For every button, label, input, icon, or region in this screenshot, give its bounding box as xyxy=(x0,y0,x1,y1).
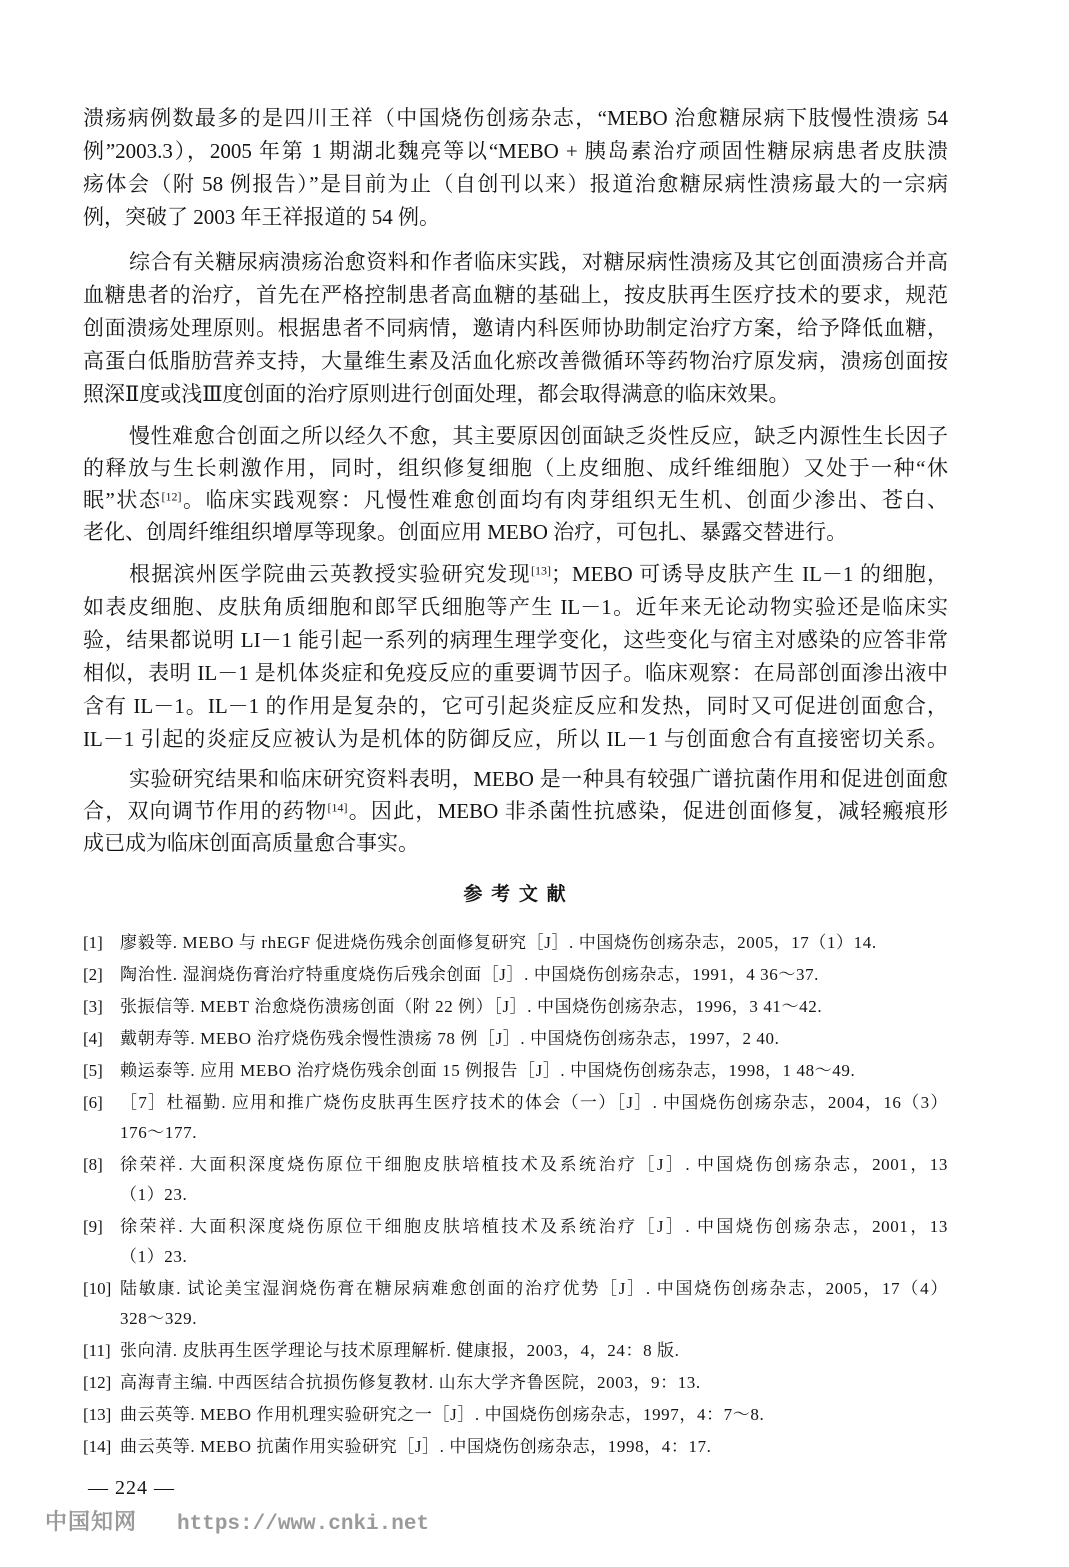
body-line: 含有 IL－1。IL－1 的作用是复杂的，它可引起炎症反应和发热，同时又可促进创面愈合， xyxy=(83,694,948,718)
body-line: 例，突破了 2003 年王祥报道的 54 例。 xyxy=(83,205,440,229)
reference-text: 陆敏康. 试论美宝湿润烧伤膏在糖尿病难愈创面的治疗优势［J］. 中国烧伤创疡杂志，2005，17（4） xyxy=(120,1279,948,1298)
body-line: 成已成为临床创面高质量愈合事实。 xyxy=(83,831,419,855)
reference-text: 赖运泰等. 应用 MEBO 治疗烧伤残余创面 15 例报告［J］. 中国烧伤创疡杂志，1998，1 48～49. xyxy=(120,1061,856,1080)
reference-text: 328～329. xyxy=(120,1309,198,1328)
text-segment: 眠”状态 xyxy=(83,488,162,512)
reference-item xyxy=(83,928,948,958)
reference-text: 徐荣祥. 大面积深度烧伤原位干细胞皮肤培植技术及系统治疗［J］. 中国烧伤创疡杂志，2001，13 xyxy=(120,1155,948,1174)
body-line: 综合有关糖尿病溃疡治愈资料和作者临床实践，对糖尿病性溃疡及其它创面溃疡合并高 xyxy=(129,250,948,274)
references-list xyxy=(83,928,948,1464)
reference-item xyxy=(83,1056,948,1086)
reference-text: 戴朝寿等. MEBO 治疗烧伤残余慢性溃疡 78 例［J］. 中国烧伤创疡杂志，1997，2 40. xyxy=(120,1029,780,1048)
body-line: 慢性难愈合创面之所以经久不愈，其主要原因创面缺乏炎性反应，缺乏内源性生长因子 xyxy=(129,424,948,448)
body-line: 溃疡病例数最多的是四川王祥（中国烧伤创疡杂志，“MEBO 治愈糖尿病下肢慢性溃疡 54 xyxy=(83,106,948,130)
body-paragraph xyxy=(83,102,948,234)
body-line: 如表皮细胞、皮肤角质细胞和郎罕氏细胞等产生 IL－1。近年来无论动物实验还是临床实 xyxy=(83,595,948,619)
reference-text: 曲云英等. MEBO 作用机理实验研究之一［J］. 中国烧伤创疡杂志，1997，4：7～8. xyxy=(120,1405,765,1424)
body-line: 高蛋白低脂肪营养支持，大量维生素及活血化瘀改善微循环等药物治疗原发病，溃疡创面按 xyxy=(83,349,948,373)
body-paragraph xyxy=(83,558,948,756)
reference-item xyxy=(83,1400,948,1430)
reference-text: 高海青主编. 中西医结合抗损伤修复教材. 山东大学齐鲁医院，2003，9：13. xyxy=(120,1373,701,1392)
text-segment: 。因此，MEBO 非杀菌性抗感染，促进创面修复，减轻瘢痕形 xyxy=(347,799,948,823)
body-line xyxy=(83,795,948,827)
reference-text: 张振信等. MEBT 治愈烧伤溃疡创面（附 22 例）［J］. 中国烧伤创疡杂志，1996，3 41～42. xyxy=(120,997,823,1016)
reference-number: [3] xyxy=(83,997,103,1016)
references-heading: 参 考 文 献 xyxy=(463,884,568,905)
body-paragraph xyxy=(83,420,948,548)
body-paragraph xyxy=(83,246,948,411)
body-line: 老化、创周纤维组织增厚等现象。创面应用 MEBO 治疗，可包扎、暴露交替进行。 xyxy=(83,520,848,544)
body-line: 实验研究结果和临床研究资料表明，MEBO 是一种具有较强广谱抗菌作用和促进创面愈 xyxy=(129,767,948,791)
body-line xyxy=(83,484,948,516)
body-paragraph xyxy=(83,763,948,859)
body-line: 例”2003.3），2005 年第 1 期湖北魏亮等以“MEBO + 胰岛素治疗顽固性糖尿病患者皮肤溃 xyxy=(83,139,948,163)
text-segment: 。临床实践观察：凡慢性难愈创面均有肉芽组织无生机、创面少渗出、苍白、 xyxy=(181,488,948,512)
citation-marker: [12] xyxy=(161,489,182,504)
watermark-url: https://www.cnki.net xyxy=(177,1513,430,1536)
body-line: 疡体会（附 58 例报告）”是目前为止（自创刊以来）报道治愈糖尿病性溃疡最大的一宗病 xyxy=(83,172,948,196)
watermark-brand: 中国知网 xyxy=(45,1510,138,1535)
reference-number: [9] xyxy=(83,1217,103,1236)
citation-marker: [13] xyxy=(530,563,551,578)
reference-item xyxy=(83,960,948,990)
text-segment: ；MEBO 可诱导皮肤产生 IL－1 的细胞， xyxy=(550,562,948,586)
citation-marker: [14] xyxy=(327,800,348,815)
body-line: 血糖患者的治疗，首先在严格控制患者高血糖的基础上，按皮肤再生医疗技术的要求，规范 xyxy=(83,283,948,307)
reference-number: [5] xyxy=(83,1061,103,1080)
reference-number: [2] xyxy=(83,965,103,984)
reference-number: [11] xyxy=(83,1341,111,1360)
reference-item xyxy=(83,1274,948,1334)
text-segment: 根据滨州医学院曲云英教授实验研究发现 xyxy=(129,562,531,586)
body-line: 照深Ⅱ度或浅Ⅲ度创面的治疗原则进行创面处理，都会取得满意的临床效果。 xyxy=(83,382,790,406)
reference-item xyxy=(83,1212,948,1272)
reference-text: 176～177. xyxy=(120,1123,198,1142)
reference-item xyxy=(83,1024,948,1054)
reference-number: [12] xyxy=(83,1373,112,1392)
reference-item xyxy=(83,1368,948,1398)
reference-text: 陶治性. 湿润烧伤膏治疗特重度烧伤后残余创面［J］. 中国烧伤创疡杂志，1991，4 36～37. xyxy=(120,965,820,984)
reference-number: [14] xyxy=(83,1437,112,1456)
watermark xyxy=(45,1506,429,1540)
reference-text: 曲云英等. MEBO 抗菌作用实验研究［J］. 中国烧伤创疡杂志，1998，4：17. xyxy=(120,1437,712,1456)
body-line: 的释放与生长刺激作用，同时，组织修复细胞（上皮细胞、成纤维细胞）又处于一种“休 xyxy=(83,456,948,480)
text-segment: 合，双向调节作用的药物 xyxy=(83,799,328,823)
body-line xyxy=(83,558,948,591)
page-number: — 224 — xyxy=(88,1477,175,1499)
reference-item xyxy=(83,1336,948,1366)
reference-item xyxy=(83,1432,948,1462)
body-line: 相似，表明 IL－1 是机体炎症和免疫反应的重要调节因子。临床观察：在局部创面渗出液中 xyxy=(83,661,948,685)
reference-text: 张向清. 皮肤再生医学理论与技术原理解析. 健康报，2003，4，24：8 版. xyxy=(120,1341,680,1360)
reference-item xyxy=(83,1150,948,1210)
reference-number: [8] xyxy=(83,1155,103,1174)
reference-number: [13] xyxy=(83,1405,112,1424)
reference-text: （1）23. xyxy=(120,1185,188,1204)
reference-number: [10] xyxy=(83,1279,112,1298)
reference-number: [1] xyxy=(83,933,103,952)
reference-text: 廖毅等. MEBO 与 rhEGF 促进烧伤残余创面修复研究［J］. 中国烧伤创疡杂志，2005，17（1）14. xyxy=(120,933,877,952)
body-line: 创面溃疡处理原则。根据患者不同病情，邀请内科医师协助制定治疗方案，给予降低血糖， xyxy=(83,316,948,340)
body-line: 验，结果都说明 LI－1 能引起一系列的病理生理学变化，这些变化与宿主对感染的应答非常 xyxy=(83,628,948,652)
reference-item xyxy=(83,1088,948,1148)
reference-item xyxy=(83,992,948,1022)
reference-text: （1）23. xyxy=(120,1247,188,1266)
reference-text: ［7］杜福勤. 应用和推广烧伤皮肤再生医疗技术的体会（一）［J］. 中国烧伤创疡杂志，2004，16（3） xyxy=(120,1093,948,1112)
reference-number: [4] xyxy=(83,1029,103,1048)
reference-number: [6] xyxy=(83,1093,103,1112)
reference-text: 徐荣祥. 大面积深度烧伤原位干细胞皮肤培植技术及系统治疗［J］. 中国烧伤创疡杂志，2001，13 xyxy=(120,1217,948,1236)
body-line: IL－1 引起的炎症反应被认为是机体的防御反应，所以 IL－1 与创面愈合有直接密切关系。 xyxy=(83,727,948,751)
